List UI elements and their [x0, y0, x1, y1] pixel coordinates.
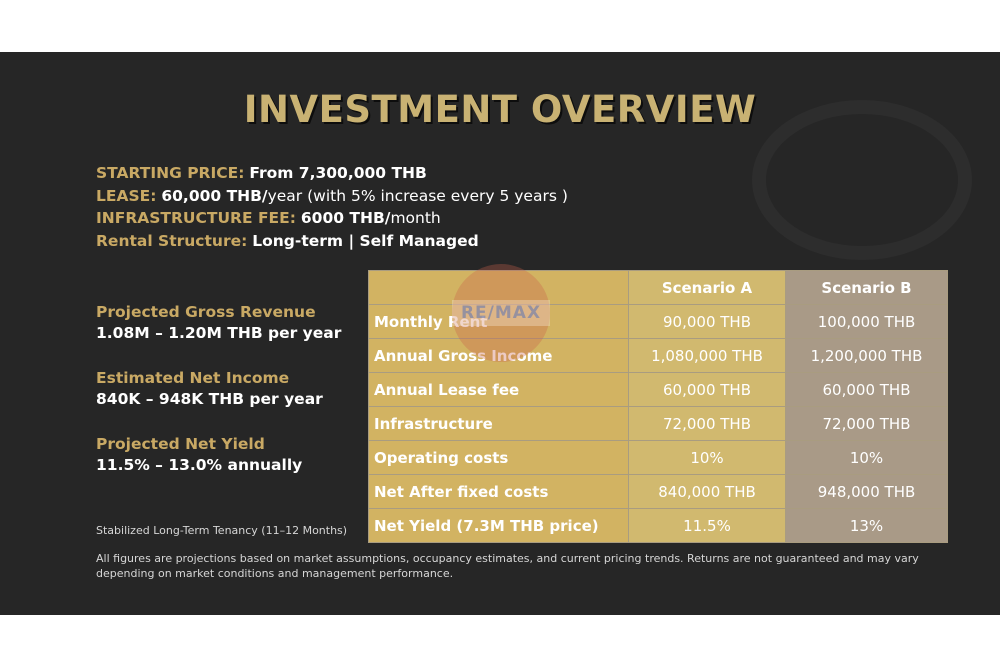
rental-structure-value: Long-term | Self Managed — [252, 231, 479, 250]
table-row — [369, 305, 948, 339]
row-label: Infrastructure — [369, 407, 629, 441]
tenancy-note: Stabilized Long-Term Tenancy (11–12 Months) — [96, 524, 348, 537]
infrastructure-fee-line — [96, 207, 568, 230]
starting-price-value: From 7,300,000 THB — [249, 164, 427, 182]
scenario-a-cell: 1,080,000 THB — [629, 339, 786, 373]
scenario-a-cell: 90,000 THB — [629, 305, 786, 339]
infrastructure-fee-label: INFRASTRUCTURE FEE: — [96, 209, 296, 227]
metric-value: 840K – 948K THB per year — [96, 390, 323, 408]
investment-slide — [0, 52, 1000, 615]
page-title: INVESTMENT OVERVIEW — [243, 88, 757, 131]
metric-label: Projected Gross Revenue — [96, 303, 316, 321]
investment-info — [96, 162, 568, 252]
metric-label: Projected Net Yield — [96, 435, 265, 453]
lease-value: 60,000 THB/ — [161, 186, 268, 205]
scenario-b-cell: 60,000 THB — [786, 373, 948, 407]
table-row — [369, 441, 948, 475]
scenario-b-cell: 1,200,000 THB — [786, 339, 948, 373]
table-row — [369, 407, 948, 441]
lease-suffix: year (with 5% increase every 5 years ) — [267, 186, 568, 205]
table-header-row — [369, 271, 948, 305]
rental-structure-label: Rental Structure: — [96, 231, 248, 250]
scenario-a-cell: 60,000 THB — [629, 373, 786, 407]
table-header-scenario-a: Scenario A — [629, 271, 786, 305]
starting-price-label: STARTING PRICE: — [96, 164, 245, 182]
scenario-b-cell: 72,000 THB — [786, 407, 948, 441]
lease-line — [96, 185, 568, 208]
scenario-a-cell: 72,000 THB — [629, 407, 786, 441]
scenario-a-cell: 840,000 THB — [629, 475, 786, 509]
table-row — [369, 475, 948, 509]
scenario-a-cell: 11.5% — [629, 509, 786, 543]
infrastructure-fee-value: 6000 THB/ — [300, 209, 391, 227]
row-label: Operating costs — [369, 441, 629, 475]
row-label: Net Yield (7.3M THB price) — [369, 509, 629, 543]
row-label: Net After fixed costs — [369, 475, 629, 509]
rental-structure-line — [96, 230, 568, 253]
disclaimer-text: All figures are projections based on market assumptions, occupancy estimates, and current pricing trends. Returns are not guaranteed and may vary depending on market conditions and management performance. — [96, 552, 919, 580]
metric-value: 11.5% – 13.0% annually — [96, 456, 303, 474]
remax-watermark-text: RE/MAX — [452, 300, 550, 326]
row-label: Annual Lease fee — [369, 373, 629, 407]
metric-value: 1.08M – 1.20M THB per year — [96, 324, 342, 342]
metric-gross-revenue — [96, 302, 341, 368]
table-row — [369, 373, 948, 407]
infrastructure-fee-suffix: month — [390, 209, 441, 227]
metric-net-yield — [96, 434, 341, 500]
table-row — [369, 509, 948, 543]
row-label: Annual Gross Income — [369, 339, 629, 373]
metrics-list — [96, 302, 341, 500]
table-header-scenario-b: Scenario B — [786, 271, 948, 305]
scenario-b-cell: 10% — [786, 441, 948, 475]
scenario-b-cell: 100,000 THB — [786, 305, 948, 339]
lease-label: LEASE: — [96, 186, 157, 205]
scenario-b-cell: 13% — [786, 509, 948, 543]
table-row — [369, 339, 948, 373]
metric-net-income — [96, 368, 341, 434]
row-label: Monthly Rent — [369, 305, 629, 339]
metric-label: Estimated Net Income — [96, 369, 290, 387]
starting-price-line — [96, 162, 568, 185]
scenario-b-cell: 948,000 THB — [786, 475, 948, 509]
scenario-table — [368, 270, 948, 543]
table-header-blank — [369, 271, 629, 305]
scenario-a-cell: 10% — [629, 441, 786, 475]
